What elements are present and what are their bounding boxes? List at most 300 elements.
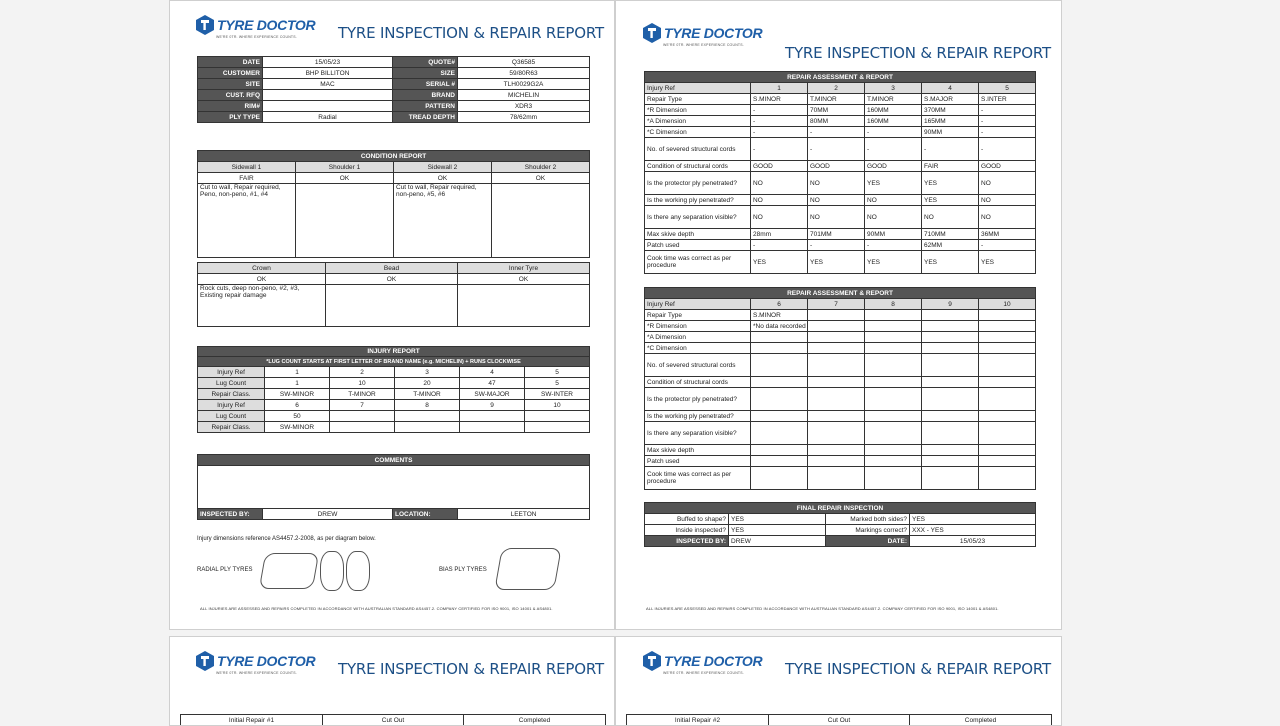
lug-count: 1 (265, 378, 330, 389)
repair-cell: 5 (979, 83, 1036, 94)
repair-cell: - (751, 240, 808, 251)
repair-cell (808, 388, 865, 411)
tread-label: TREAD DEPTH (393, 112, 458, 123)
buffed-value: YES (729, 514, 826, 525)
lug-count: 20 (395, 378, 460, 389)
repair-assessment-title: REPAIR ASSESSMENT & REPORT (645, 288, 1036, 299)
repair-cell: NO (979, 206, 1036, 229)
repair-cell (751, 445, 808, 456)
shoulder-2-header: Shoulder 2 (492, 162, 590, 173)
repair-class (395, 422, 460, 433)
page-title: TYRE INSPECTION & REPAIR REPORT (338, 660, 604, 678)
injury-subtitle: *LUG COUNT STARTS AT FIRST LETTER OF BRAND NAME (e.g. MICHELIN) + RUNS CLOCKWISE (198, 357, 590, 367)
injury-ref: 2 (330, 367, 395, 378)
custrfq-value (263, 90, 393, 101)
repair-row-label: Condition of structural cords (645, 161, 751, 172)
initial-repair-header: Initial Repair #2 (627, 715, 769, 726)
repair-cell: - (865, 240, 922, 251)
repair-cell: GOOD (865, 161, 922, 172)
repair-cell: GOOD (979, 161, 1036, 172)
logo-tagline: WE'RE 0TR. WHERE EXPERIENCE COUNTS. (216, 35, 297, 39)
lug-count: 10 (330, 378, 395, 389)
initial-repair-header: Initial Repair #1 (181, 715, 323, 726)
repair-cell (808, 332, 865, 343)
sidewall-2-header: Sidewall 2 (394, 162, 492, 173)
logo-hex-icon (196, 651, 214, 671)
sidewall-1-header: Sidewall 1 (198, 162, 296, 173)
repair-cell: - (865, 138, 922, 161)
repair-cell (979, 388, 1036, 411)
repair-cell: YES (865, 172, 922, 195)
lug-count-label: Lug Count (198, 378, 265, 389)
logo-tagline: WE'RE 0TR. WHERE EXPERIENCE COUNTS. (663, 43, 744, 47)
repair-class: SW-INTER (525, 389, 590, 400)
repair-row-label: Max skive depth (645, 229, 751, 240)
customer-label: CUSTOMER (198, 68, 263, 79)
location-value: LEETON (458, 509, 590, 520)
repair-cell: - (751, 138, 808, 161)
repair-cell (922, 411, 979, 422)
repair-cell: NO (865, 195, 922, 206)
repair-cell (808, 445, 865, 456)
site-label: SITE (198, 79, 263, 90)
repair-cell (808, 411, 865, 422)
tyre-doctor-logo (643, 23, 762, 47)
repair-cell: - (865, 127, 922, 138)
quote-label: QUOTE# (393, 57, 458, 68)
repair-row-label: *C Dimension (645, 127, 751, 138)
repair-cell: 1 (751, 83, 808, 94)
completed-header: Completed (910, 715, 1052, 726)
repair-cell: *No data recorded (751, 321, 808, 332)
site-value: MAC (263, 79, 393, 90)
completed-header: Completed (464, 715, 606, 726)
sidewall-1-notes: Cut to wall, Repair required, Peno, non-peno, #1, #4 (198, 184, 296, 258)
report-page-3 (169, 636, 615, 726)
lug-count (460, 411, 525, 422)
repair-row-label: Is the working ply penetrated? (645, 411, 751, 422)
repair-cell (979, 445, 1036, 456)
injury-report-table (197, 346, 590, 433)
radial-tyre-section-diagram-2 (346, 551, 370, 591)
repair-cell (865, 377, 922, 388)
repair-cell: S.MINOR (751, 310, 808, 321)
repair-cell: 90MM (922, 127, 979, 138)
repair-cell: YES (922, 195, 979, 206)
lug-count: 47 (460, 378, 525, 389)
repair-cell: GOOD (808, 161, 865, 172)
repair-class-label: Repair Class. (198, 389, 265, 400)
logo-hex-icon (643, 651, 661, 671)
repair-row-label: Cook time was correct as per procedure (645, 467, 751, 490)
radial-tyre-section-diagram (320, 551, 344, 591)
repair-assessment-table-1 (644, 71, 1036, 274)
compliance-footer: ALL INJURIES ARE ASSESSED AND REPAIRS COMPLETED IN ACCORDANCE WITH AUSTRALIAN STANDARD AS4457.2. COMPANY CERTIFIED FOR ISO 9001, ISO 14001 & AS4801. (646, 606, 999, 611)
repair-cell: 80MM (808, 116, 865, 127)
repair-cell: NO (751, 195, 808, 206)
shoulder-2-value: OK (492, 173, 590, 184)
repair-row-label: Max skive depth (645, 445, 751, 456)
repair-cell: 2 (808, 83, 865, 94)
compliance-footer: ALL INJURIES ARE ASSESSED AND REPAIRS COMPLETED IN ACCORDANCE WITH AUSTRALIAN STANDARD AS4457.2. COMPANY CERTIFIED FOR ISO 9001, ISO 14001 & AS4801. (200, 606, 553, 611)
repair-cell (979, 422, 1036, 445)
rim-value (263, 101, 393, 112)
repair-cell (865, 467, 922, 490)
repair-cell (808, 456, 865, 467)
repair-cell (979, 332, 1036, 343)
marked-value: YES (910, 514, 1036, 525)
repair-cell (751, 388, 808, 411)
repair-cell (922, 310, 979, 321)
repair-cell (979, 411, 1036, 422)
final-date-value: 15/05/23 (910, 536, 1036, 547)
repair-cell: 165MM (922, 116, 979, 127)
repair-cell (922, 388, 979, 411)
inside-value: YES (729, 525, 826, 536)
lug-count (525, 411, 590, 422)
repair-cell (865, 321, 922, 332)
repair-row-label: *A Dimension (645, 332, 751, 343)
header-info-table (197, 56, 590, 123)
repair-cell (751, 411, 808, 422)
repair-cell (865, 310, 922, 321)
repair-cell (865, 422, 922, 445)
repair-cell (865, 456, 922, 467)
size-label: SIZE (393, 68, 458, 79)
repair-cell: NO (751, 172, 808, 195)
repair-cell (922, 377, 979, 388)
repair-cell (751, 456, 808, 467)
report-page-4 (615, 636, 1062, 726)
shoulder-1-value: OK (296, 173, 394, 184)
plytype-label: PLY TYPE (198, 112, 263, 123)
repair-row-label: Patch used (645, 456, 751, 467)
quote-value: Q36585 (458, 57, 590, 68)
repair-cell: 9 (922, 299, 979, 310)
repair-cell (751, 354, 808, 377)
repair-cell: - (751, 105, 808, 116)
rim-label: RIM# (198, 101, 263, 112)
repair-class-label: Repair Class. (198, 422, 265, 433)
shoulder-1-header: Shoulder 1 (296, 162, 394, 173)
brand-label: BRAND (393, 90, 458, 101)
repair-cell: S.MINOR (751, 94, 808, 105)
customer-value: BHP BILLITON (263, 68, 393, 79)
repair-cell (751, 467, 808, 490)
repair-class: T-MINOR (330, 389, 395, 400)
repair-cell: T.MINOR (865, 94, 922, 105)
repair-assessment-title: REPAIR ASSESSMENT & REPORT (645, 72, 1036, 83)
inside-label: Inside inspected? (645, 525, 729, 536)
repair-cell (808, 354, 865, 377)
repair-cell (808, 467, 865, 490)
condition-title: CONDITION REPORT (198, 151, 590, 162)
injury-ref: 4 (460, 367, 525, 378)
report-page-2 (615, 0, 1062, 630)
repair-row-label: *C Dimension (645, 343, 751, 354)
repair-cell: - (808, 138, 865, 161)
crown-value: OK (198, 274, 326, 285)
shoulder-1-notes (296, 184, 394, 258)
tyre-doctor-logo (196, 15, 315, 39)
lug-count (395, 411, 460, 422)
size-value: 59/80R63 (458, 68, 590, 79)
sidewall-2-value: OK (394, 173, 492, 184)
sidewall-2-notes: Cut to wall, Repair required, non-peno, #5, #6 (394, 184, 492, 258)
repair-row-label: Is the protector ply penetrated? (645, 172, 751, 195)
markings-value: XXX - YES (910, 525, 1036, 536)
injury-ref: 5 (525, 367, 590, 378)
repair-cell: - (979, 138, 1036, 161)
tread-value: 78/62mm (458, 112, 590, 123)
crown-header: Crown (198, 263, 326, 274)
repair-cell (922, 467, 979, 490)
repair-cell (751, 343, 808, 354)
inspected-by-label: INSPECTED BY: (198, 509, 263, 520)
repair-cell: NO (808, 172, 865, 195)
repair-cell: - (808, 127, 865, 138)
repair-cell: 8 (865, 299, 922, 310)
repair-cell: YES (979, 251, 1036, 274)
logo-hex-icon (643, 23, 661, 43)
repair-row-label: *R Dimension (645, 105, 751, 116)
cut-out-header: Cut Out (769, 715, 910, 726)
repair-class (525, 422, 590, 433)
repair-cell (922, 354, 979, 377)
injury-ref: 10 (525, 400, 590, 411)
bead-header: Bead (326, 263, 458, 274)
repair-cell (979, 354, 1036, 377)
repair-row-label: Condition of structural cords (645, 377, 751, 388)
inner-tyre-value: OK (458, 274, 590, 285)
pattern-label: PATTERN (393, 101, 458, 112)
final-inspection-table (644, 502, 1036, 547)
inspected-by-value: DREW (263, 509, 393, 520)
bead-value: OK (326, 274, 458, 285)
repair-cell (808, 343, 865, 354)
final-date-label: DATE: (826, 536, 910, 547)
repair-class (460, 422, 525, 433)
repair-cell: 36MM (979, 229, 1036, 240)
repair-cell: - (751, 127, 808, 138)
logo-hex-icon (196, 15, 214, 35)
repair-row-label: Patch used (645, 240, 751, 251)
injury-ref: 9 (460, 400, 525, 411)
pattern-value: XDR3 (458, 101, 590, 112)
repair-row-label: *R Dimension (645, 321, 751, 332)
brand-value: MICHELIN (458, 90, 590, 101)
repair-row-label: Injury Ref (645, 83, 751, 94)
repair-cell (808, 377, 865, 388)
repair-cell (865, 343, 922, 354)
page-title: TYRE INSPECTION & REPAIR REPORT (338, 24, 604, 42)
crown-notes: Rock cuts, deep non-peno, #2, #3, Existing repair damage (198, 285, 326, 327)
lug-count-label: Lug Count (198, 411, 265, 422)
repair-cell: - (751, 116, 808, 127)
repair-cell: YES (922, 251, 979, 274)
injury-ref: 1 (265, 367, 330, 378)
repair-cell: 70MM (808, 105, 865, 116)
repair-cell: S.MAJOR (922, 94, 979, 105)
logo-tagline: WE'RE 0TR. WHERE EXPERIENCE COUNTS. (216, 671, 297, 675)
comments-body (198, 466, 590, 509)
repair-row-label: Is the working ply penetrated? (645, 195, 751, 206)
repair-cell (979, 310, 1036, 321)
repair-cell (865, 445, 922, 456)
repair-class (330, 422, 395, 433)
injury-ref: 7 (330, 400, 395, 411)
shoulder-2-notes (492, 184, 590, 258)
repair-cell: 160MM (865, 105, 922, 116)
repair-cell (922, 343, 979, 354)
repair-row-label: Cook time was correct as per procedure (645, 251, 751, 274)
repair-cell: NO (808, 195, 865, 206)
lug-count: 50 (265, 411, 330, 422)
repair-row-label: No. of severed structural cords (645, 138, 751, 161)
lug-count: 5 (525, 378, 590, 389)
final-inspected-value: DREW (729, 536, 826, 547)
repair-cell: NO (922, 206, 979, 229)
bias-ply-label: BIAS PLY TYRES (439, 567, 487, 573)
final-inspected-label: INSPECTED BY: (645, 536, 729, 547)
repair-cell: 10 (979, 299, 1036, 310)
repair-row-label: Is there any separation visible? (645, 422, 751, 445)
repair-cell: 62MM (922, 240, 979, 251)
repair-cell: 6 (751, 299, 808, 310)
repair-cell (865, 332, 922, 343)
logo-text: TYRE DOCTOR (217, 17, 316, 33)
repair-cell (979, 377, 1036, 388)
repair-cell (808, 422, 865, 445)
repair-cell (751, 422, 808, 445)
inner-tyre-notes (458, 285, 590, 327)
radial-tyre-diagram (259, 553, 319, 589)
repair-cell: - (808, 240, 865, 251)
injury-ref: 6 (265, 400, 330, 411)
logo-tagline: WE'RE 0TR. WHERE EXPERIENCE COUNTS. (663, 671, 744, 675)
repair-cell: 160MM (865, 116, 922, 127)
repair-class: SW-MAJOR (460, 389, 525, 400)
repair-cell (922, 445, 979, 456)
repair-cell: S.INTER (979, 94, 1036, 105)
injury-ref: 8 (395, 400, 460, 411)
repair-cell (979, 343, 1036, 354)
comments-title: COMMENTS (198, 455, 590, 466)
reference-note: Injury dimensions reference AS4457.2-2008, as per diagram below. (197, 536, 376, 542)
injury-ref-label: Injury Ref (198, 400, 265, 411)
marked-label: Marked both sides? (826, 514, 910, 525)
repair-cell (808, 321, 865, 332)
repair-cell (922, 456, 979, 467)
repair-cell: 90MM (865, 229, 922, 240)
comments-table (197, 454, 590, 520)
repair-cell (979, 467, 1036, 490)
repair-cell: 7 (808, 299, 865, 310)
logo-text: TYRE DOCTOR (664, 25, 763, 41)
logo-text: TYRE DOCTOR (217, 653, 316, 669)
radial-ply-label: RADIAL PLY TYRES (197, 567, 253, 573)
page-title: TYRE INSPECTION & REPAIR REPORT (785, 660, 1051, 678)
repair-cell: - (979, 240, 1036, 251)
repair-row-label: Injury Ref (645, 299, 751, 310)
repair-cell (865, 411, 922, 422)
repair-cell: GOOD (751, 161, 808, 172)
lug-count (330, 411, 395, 422)
date-value: 15/05/23 (263, 57, 393, 68)
initial-repair-table (180, 714, 606, 726)
bias-tyre-diagram (494, 548, 561, 590)
serial-label: SERIAL # (393, 79, 458, 90)
repair-cell: T.MINOR (808, 94, 865, 105)
repair-cell: - (979, 116, 1036, 127)
repair-row-label: Is the protector ply penetrated? (645, 388, 751, 411)
report-page-1 (169, 0, 615, 630)
page-title: TYRE INSPECTION & REPAIR REPORT (785, 44, 1051, 62)
tyre-doctor-logo (196, 651, 315, 675)
plytype-value: Radial (263, 112, 393, 123)
repair-cell (865, 388, 922, 411)
date-label: DATE (198, 57, 263, 68)
sidewall-1-value: FAIR (198, 173, 296, 184)
location-label: LOCATION: (393, 509, 458, 520)
condition-report-table (197, 150, 590, 258)
custrfq-label: CUST. RFQ (198, 90, 263, 101)
injury-title: INJURY REPORT (198, 347, 590, 357)
markings-label: Markings correct? (826, 525, 910, 536)
repair-cell: 28mm (751, 229, 808, 240)
final-inspection-title: FINAL REPAIR INSPECTION (645, 503, 1036, 514)
repair-row-label: Is there any separation visible? (645, 206, 751, 229)
condition-report-table-2 (197, 262, 590, 327)
repair-cell (922, 321, 979, 332)
repair-cell (865, 354, 922, 377)
initial-repair-table (626, 714, 1052, 726)
repair-cell: YES (808, 251, 865, 274)
repair-cell: FAIR (922, 161, 979, 172)
repair-cell (979, 321, 1036, 332)
inner-tyre-header: Inner Tyre (458, 263, 590, 274)
repair-cell (922, 422, 979, 445)
repair-row-label: *A Dimension (645, 116, 751, 127)
repair-cell: - (922, 138, 979, 161)
repair-cell: YES (865, 251, 922, 274)
repair-row-label: Repair Type (645, 94, 751, 105)
logo-text: TYRE DOCTOR (664, 653, 763, 669)
repair-cell: NO (751, 206, 808, 229)
repair-cell: 710MM (922, 229, 979, 240)
repair-cell: NO (979, 172, 1036, 195)
repair-cell: NO (979, 195, 1036, 206)
repair-row-label: No. of severed structural cords (645, 354, 751, 377)
repair-cell: NO (865, 206, 922, 229)
repair-cell (751, 332, 808, 343)
repair-cell: YES (751, 251, 808, 274)
buffed-label: Buffed to shape? (645, 514, 729, 525)
repair-class: SW-MINOR (265, 389, 330, 400)
repair-cell: 3 (865, 83, 922, 94)
repair-cell: 370MM (922, 105, 979, 116)
injury-ref-label: Injury Ref (198, 367, 265, 378)
repair-cell (751, 377, 808, 388)
repair-cell (922, 332, 979, 343)
repair-cell: 701MM (808, 229, 865, 240)
tyre-doctor-logo (643, 651, 762, 675)
repair-cell: - (979, 127, 1036, 138)
repair-cell: NO (808, 206, 865, 229)
bead-notes (326, 285, 458, 327)
repair-cell (808, 310, 865, 321)
repair-cell: - (979, 105, 1036, 116)
